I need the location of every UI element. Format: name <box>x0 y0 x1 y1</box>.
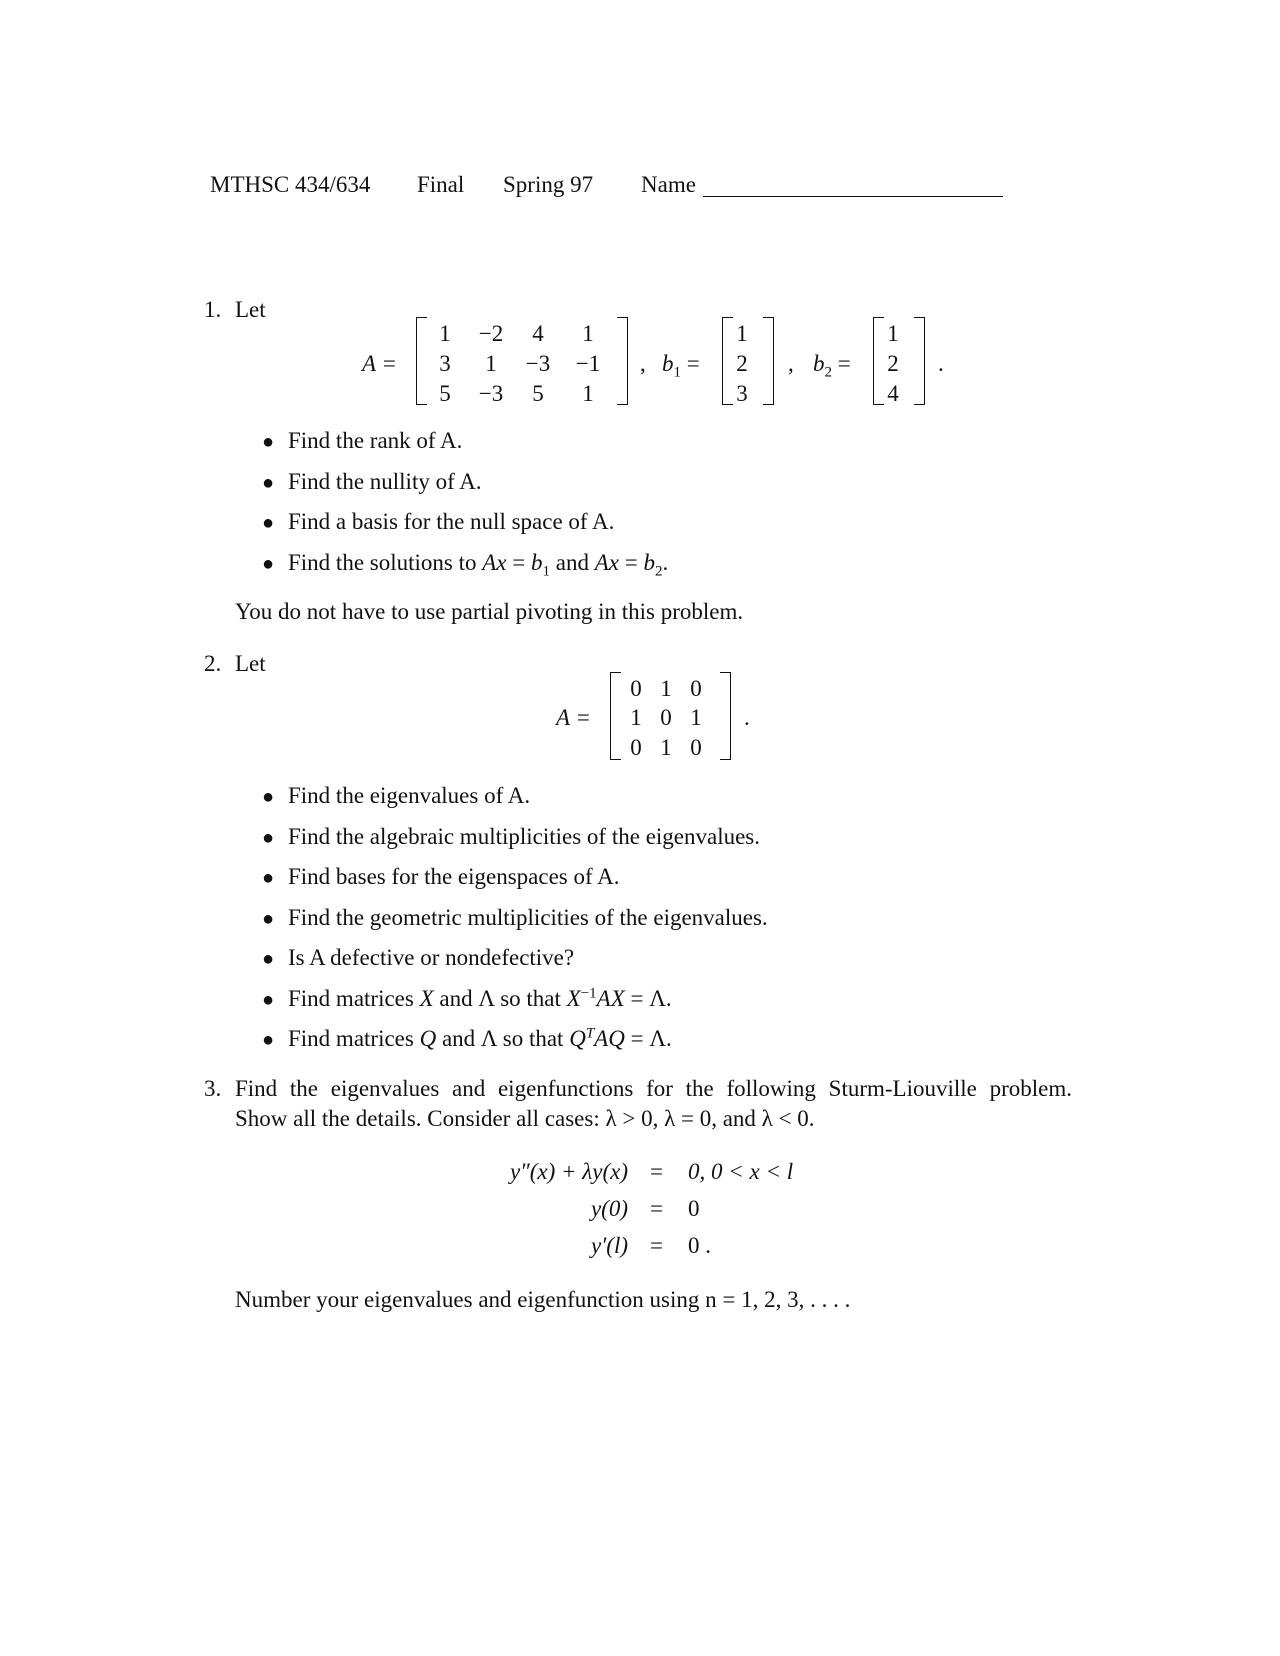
task-item: Find a basis for the null space of A. <box>288 509 615 534</box>
matrix-a2-entry: 0 <box>660 705 672 730</box>
task-item: Is A defective or nondefective? <box>288 945 575 970</box>
name-label: Name <box>641 172 696 197</box>
matrix-a-entry: 5 <box>439 381 451 406</box>
matrix-a2-right-bracket <box>720 672 731 760</box>
task-item: Find bases for the eigenspaces of A. <box>288 864 620 889</box>
problem-3-line-1: Find the eigenvalues and eigenfunctions for the following Sturm-Liouville problem. <box>235 1076 1072 1101</box>
matrix-a-entry: 1 <box>485 351 497 376</box>
matrix-a2-entry: 0 <box>690 735 702 760</box>
course-code: MTHSC 434/634 <box>210 172 371 197</box>
b2-entry: 2 <box>887 351 899 376</box>
bullet: ● <box>262 867 275 889</box>
period: . <box>938 351 944 376</box>
equation-lhs: y″(x) + λy(x) <box>509 1159 628 1184</box>
b1-entry: 2 <box>736 351 748 376</box>
task-item: Find the algebraic multiplicities of the eigenvalues. <box>288 824 761 849</box>
b1-entry: 3 <box>736 381 748 406</box>
matrix-a-entry: 1 <box>582 321 594 346</box>
b2-right-bracket <box>914 317 925 405</box>
equation-lhs: y′(l) <box>591 1233 628 1258</box>
name-blank-line <box>703 196 1003 197</box>
task-item: Find the rank of A. <box>288 428 463 453</box>
matrix-a-entry: −2 <box>478 321 504 346</box>
matrix-a2-entry: 1 <box>690 705 702 730</box>
matrix-a-entry: 5 <box>532 381 544 406</box>
matrix-a-right-bracket <box>617 317 628 405</box>
bullet: ● <box>262 431 275 453</box>
problem-1-number: 1. <box>204 297 222 322</box>
bullet: ● <box>262 908 275 930</box>
equation-rhs: 0, 0 < x < l <box>688 1159 794 1184</box>
b1-label: $b_1$ = <box>662 351 700 381</box>
bullet: ● <box>262 512 275 534</box>
b2-entry: 1 <box>887 321 899 346</box>
task-item: Find the solutions to $Ax = b_1$ and $Ax = b_2$. <box>288 550 669 580</box>
equation-lhs: y(0) <box>590 1196 628 1221</box>
period: . <box>744 705 750 730</box>
matrix-a-label: A = <box>362 351 397 376</box>
bullet: ● <box>262 948 275 970</box>
problem-3-closing: Number your eigenvalues and eigenfunction using n = 1, 2, 3, . . . . <box>235 1287 851 1312</box>
b2-entry: 4 <box>887 381 899 406</box>
exam-type: Final <box>417 172 465 197</box>
task-item: Find matrices X and Λ so that $X^{-1}AX = \Lambda$. <box>288 985 672 1011</box>
equals-sign: = <box>650 1233 663 1258</box>
problem-2-number: 2. <box>204 651 222 676</box>
matrix-a2-entry: 0 <box>630 676 642 701</box>
bullet: ● <box>262 553 275 575</box>
problem-2-lead: Let <box>235 651 266 676</box>
problem-1-note: You do not have to use partial pivoting in this problem. <box>235 599 744 624</box>
problem-3-line-2: Show all the details. Consider all cases: λ > 0, λ = 0, and λ < 0. <box>235 1106 815 1131</box>
matrix-a-entry: 1 <box>439 321 451 346</box>
bullet: ● <box>262 989 275 1011</box>
task-item: Find the nullity of A. <box>288 469 482 494</box>
exam-term: Spring 97 <box>503 172 594 197</box>
problem-3-number: 3. <box>204 1076 222 1101</box>
matrix-a2-entry: 1 <box>660 676 672 701</box>
equation-rhs: 0 . <box>688 1233 711 1258</box>
equals-sign: = <box>650 1196 663 1221</box>
matrix-a2-entry: 0 <box>690 676 702 701</box>
problem-1-lead: Let <box>235 297 266 322</box>
equals-sign: = <box>650 1159 663 1184</box>
b1-entry: 1 <box>736 321 748 346</box>
b1-right-bracket <box>763 317 774 405</box>
matrix-a-entry: −3 <box>478 381 504 406</box>
bullet: ● <box>262 827 275 849</box>
task-item: Find the eigenvalues of A. <box>288 783 531 808</box>
matrix-a-left-bracket <box>416 317 427 405</box>
bullet: ● <box>262 786 275 808</box>
bullet: ● <box>262 472 275 494</box>
matrix-a2-entry: 1 <box>660 735 672 760</box>
matrix-a-entry: −3 <box>525 351 551 376</box>
task-item: Find the geometric multiplicities of the eigenvalues. <box>288 905 768 930</box>
matrix-a2-label: A = <box>556 705 591 730</box>
matrix-a-entry: −1 <box>575 351 601 376</box>
matrix-a-entry: 3 <box>439 351 451 376</box>
matrix-a2-entry: 0 <box>630 735 642 760</box>
matrix-a-entry: 1 <box>582 381 594 406</box>
matrix-a2-entry: 1 <box>630 705 642 730</box>
bullet: ● <box>262 1029 275 1051</box>
matrix-a-entry: 4 <box>532 321 544 346</box>
equation-rhs: 0 <box>688 1196 700 1221</box>
comma: , <box>640 351 646 376</box>
comma: , <box>788 351 794 376</box>
task-item: Find matrices Q and Λ so that $Q^TAQ = \Lambda$. <box>288 1025 672 1051</box>
b2-label: $b_2$ = <box>813 351 851 381</box>
